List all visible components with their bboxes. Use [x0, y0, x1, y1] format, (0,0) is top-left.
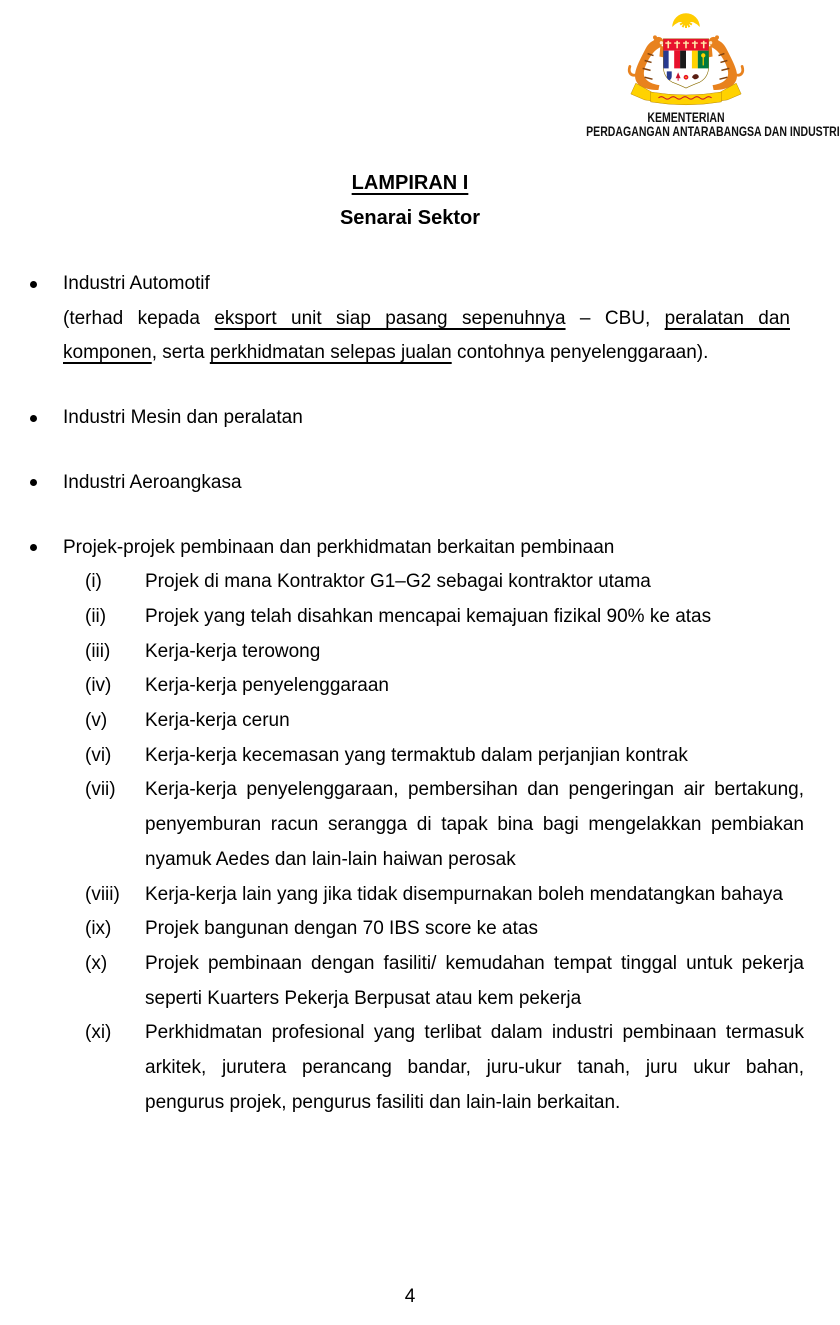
bullet-item-automotive — [63, 267, 804, 371]
list-item — [85, 565, 804, 600]
list-item-marker: (ix) — [85, 918, 112, 940]
detail-text: , serta — [151, 342, 210, 364]
list-item — [85, 704, 804, 739]
list-item — [85, 739, 804, 774]
detail-underlined-text: perkhidmatan selepas jualan — [209, 342, 452, 364]
page-title: LAMPIRAN I — [351, 172, 469, 194]
list-item — [85, 1016, 804, 1120]
tiger-supporter-icon — [629, 35, 664, 90]
bullet-icon — [30, 544, 37, 551]
detail-text: contohnya penyelenggaraan). — [451, 342, 709, 364]
construction-sub-list — [63, 565, 804, 1120]
detail-text: – CBU, — [565, 307, 665, 329]
list-item-text: Kerja-kerja cerun — [145, 710, 290, 732]
ministry-name — [586, 110, 840, 139]
list-item-marker: (i) — [85, 571, 102, 593]
list-item — [85, 669, 804, 704]
page-subtitle: Senarai Sektor — [339, 207, 481, 229]
list-item-marker: (viii) — [85, 883, 120, 905]
list-item-text: Projek di mana Kontraktor G1–G2 sebagai kontraktor utama — [145, 571, 651, 593]
page-number: 4 — [404, 1286, 416, 1307]
bullet-icon — [30, 415, 37, 422]
list-item-text: Kerja-kerja terowong — [145, 640, 321, 662]
document-body — [63, 267, 804, 1120]
list-item-text: Perkhidmatan profesional yang terlibat dalam industri pembinaan termasuk arkitek, jurutera perancang bandar, juru-ukur tanah, juru ukur bahan, pengurus projek, pengurus fasiliti dan lain-lain berkaitan. — [145, 1022, 804, 1113]
bullet-label: Projek-projek pembinaan dan perkhidmatan berkaitan pembinaan — [63, 536, 615, 558]
list-item-text: Kerja-kerja penyelenggaraan — [145, 675, 389, 697]
detail-text: (terhad kepada — [63, 307, 215, 329]
ministry-header — [558, 12, 840, 139]
ministry-name-line2: PERDAGANGAN ANTARABANGSA DAN INDUSTRI — [586, 124, 840, 139]
list-item-text: Kerja-kerja lain yang jika tidak disempurnakan boleh mendatangkan bahaya — [145, 883, 783, 905]
list-item — [85, 635, 804, 670]
list-item — [85, 773, 804, 877]
list-item-text: Projek pembinaan dengan fasiliti/ kemudahan tempat tinggal untuk pekerja seperti Kuarters Pekerja Berpusat atau kem pekerja — [145, 952, 804, 1009]
list-item-marker: (xi) — [85, 1022, 112, 1044]
bullet-label: Industri Aeroangkasa — [63, 471, 242, 493]
bullet-label: Industri Automotif — [63, 273, 210, 294]
list-item — [85, 947, 804, 1016]
detail-underlined-text: eksport unit siap pasang sepenuhnya — [214, 307, 566, 329]
list-item-marker: (iii) — [85, 640, 111, 662]
list-item-marker: (iv) — [85, 675, 112, 697]
bullet-icon — [30, 281, 37, 288]
list-item-marker: (vi) — [85, 744, 112, 766]
malaysia-coat-of-arms-icon — [621, 12, 751, 109]
list-item — [85, 878, 804, 913]
crest-ribbon-icon — [651, 92, 722, 105]
list-item — [85, 912, 804, 947]
list-item-marker: (v) — [85, 710, 108, 732]
list-item-marker: (x) — [85, 952, 108, 974]
list-item-text: Projek yang telah disahkan mencapai kemajuan fizikal 90% ke atas — [145, 605, 712, 627]
bullet-label: Industri Mesin dan peralatan — [63, 407, 303, 429]
list-item-text: Kerja-kerja kecemasan yang termaktub dalam perjanjian kontrak — [145, 744, 688, 766]
bullet-icon — [30, 479, 37, 486]
bullet-detail — [63, 302, 790, 371]
bullet-item-machinery — [63, 401, 804, 436]
bullet-item-aerospace — [63, 466, 804, 501]
list-item-marker: (vii) — [85, 779, 116, 801]
list-item-marker: (ii) — [85, 605, 107, 627]
detail-underlined-text: peralatan dan komponen — [63, 307, 790, 364]
list-item — [85, 600, 804, 635]
list-item-text: Kerja-kerja penyelenggaraan, pembersihan dan pengeringan air bertakung, penyemburan racun serangga di tapak bina bagi mengelakkan pembiakan nyamuk Aedes dan lain-lain haiwan perosak — [145, 779, 804, 870]
bullet-item-construction — [63, 531, 804, 1121]
list-item-text: Projek bangunan dengan 70 IBS score ke atas — [145, 918, 538, 940]
ministry-name-line1: KEMENTERIAN — [647, 110, 725, 125]
